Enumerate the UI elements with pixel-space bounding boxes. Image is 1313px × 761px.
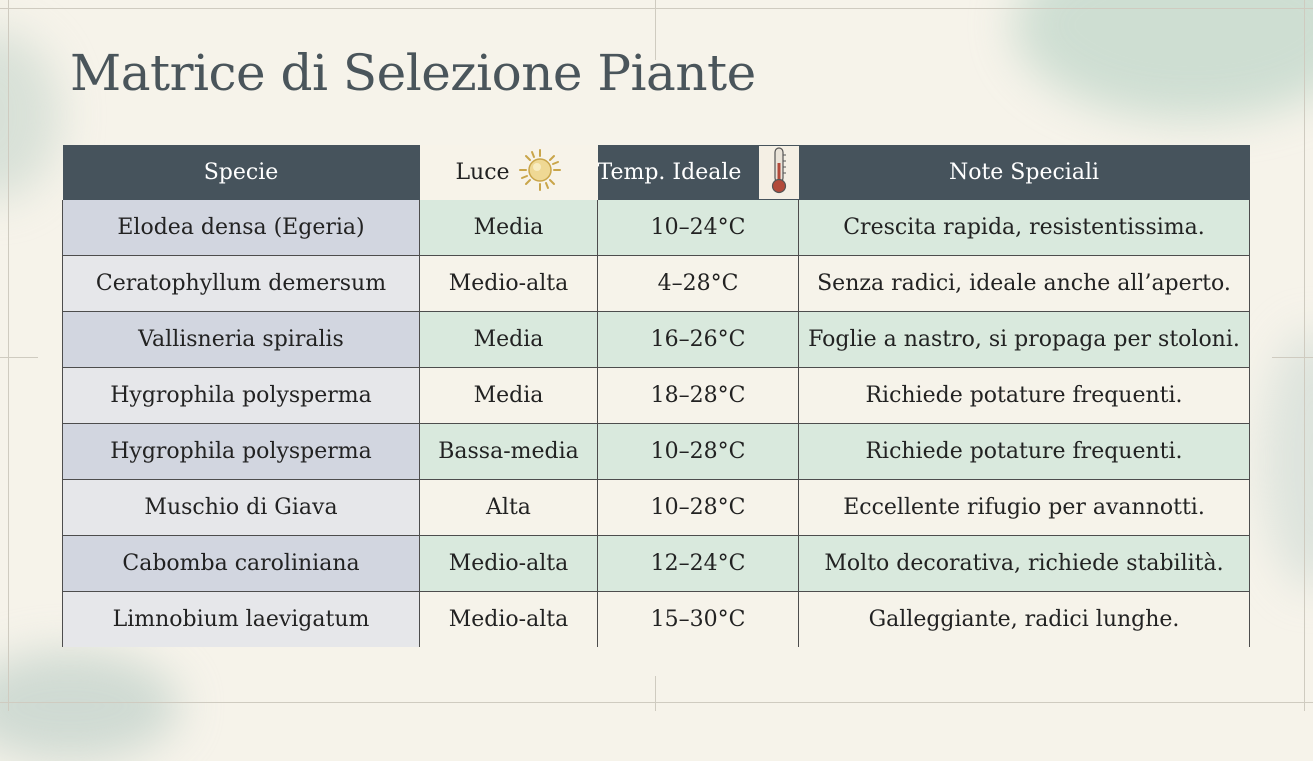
cell-light: Medio-alta xyxy=(420,592,598,648)
cell-notes: Foglie a nastro, si propaga per stoloni. xyxy=(799,312,1250,368)
watercolor-wash-right xyxy=(1263,330,1313,590)
cell-temp: 15–30°C xyxy=(598,592,799,648)
table-row xyxy=(63,536,1250,592)
header-temp-label: Temp. Ideale xyxy=(597,160,742,185)
guide-line xyxy=(1272,357,1313,358)
guide-line xyxy=(655,676,656,711)
cell-temp: 12–24°C xyxy=(598,536,799,592)
plant-selection-table xyxy=(62,145,1250,647)
watercolor-wash-top-right xyxy=(1013,0,1313,120)
header-light xyxy=(420,145,598,200)
table-row xyxy=(63,312,1250,368)
cell-notes: Richiede potature frequenti. xyxy=(799,424,1250,480)
table-row xyxy=(63,200,1250,256)
header-light-label: Luce xyxy=(455,160,510,185)
cell-temp: 10–28°C xyxy=(598,424,799,480)
cell-notes: Galleggiante, radici lunghe. xyxy=(799,592,1250,648)
cell-notes: Molto decorativa, richiede stabilità. xyxy=(799,536,1250,592)
cell-temp: 16–26°C xyxy=(598,312,799,368)
watercolor-wash-bottom-left xyxy=(0,651,180,761)
cell-species: Ceratophyllum demersum xyxy=(63,256,420,312)
cell-species: Limnobium laevigatum xyxy=(63,592,420,648)
cell-notes: Crescita rapida, resistentissima. xyxy=(799,200,1250,256)
cell-light: Media xyxy=(420,368,598,424)
cell-species: Hygrophila polysperma xyxy=(63,424,420,480)
guide-line xyxy=(8,0,9,711)
cell-light: Media xyxy=(420,200,598,256)
cell-species: Cabomba caroliniana xyxy=(63,536,420,592)
table-header-row xyxy=(63,145,1250,200)
header-notes: Note Speciali xyxy=(799,145,1250,200)
cell-species: Muschio di Giava xyxy=(63,480,420,536)
cell-temp: 4–28°C xyxy=(598,256,799,312)
header-species: Specie xyxy=(63,145,420,200)
cell-species: Vallisneria spiralis xyxy=(63,312,420,368)
watercolor-wash-left xyxy=(0,30,60,200)
table-row xyxy=(63,256,1250,312)
cell-light: Bassa-media xyxy=(420,424,598,480)
header-temp xyxy=(598,145,799,200)
cell-species: Elodea densa (Egeria) xyxy=(63,200,420,256)
table-row xyxy=(63,480,1250,536)
cell-light: Media xyxy=(420,312,598,368)
table-row xyxy=(63,592,1250,648)
guide-line xyxy=(0,8,1313,9)
table-row xyxy=(63,424,1250,480)
cell-notes: Eccellente rifugio per avannotti. xyxy=(799,480,1250,536)
cell-temp: 10–28°C xyxy=(598,480,799,536)
page-title: Matrice di Selezione Piante xyxy=(70,44,756,102)
cell-species: Hygrophila polysperma xyxy=(63,368,420,424)
cell-light: Medio-alta xyxy=(420,536,598,592)
cell-notes: Richiede potature frequenti. xyxy=(799,368,1250,424)
cell-notes: Senza radici, ideale anche all’aperto. xyxy=(799,256,1250,312)
cell-light: Alta xyxy=(420,480,598,536)
sun-icon xyxy=(518,148,562,198)
cell-temp: 10–24°C xyxy=(598,200,799,256)
guide-line xyxy=(0,357,38,358)
guide-line xyxy=(0,702,1313,703)
cell-temp: 18–28°C xyxy=(598,368,799,424)
cell-light: Medio-alta xyxy=(420,256,598,312)
thermometer-icon xyxy=(766,145,792,200)
guide-line xyxy=(1304,0,1305,711)
table-row xyxy=(63,368,1250,424)
